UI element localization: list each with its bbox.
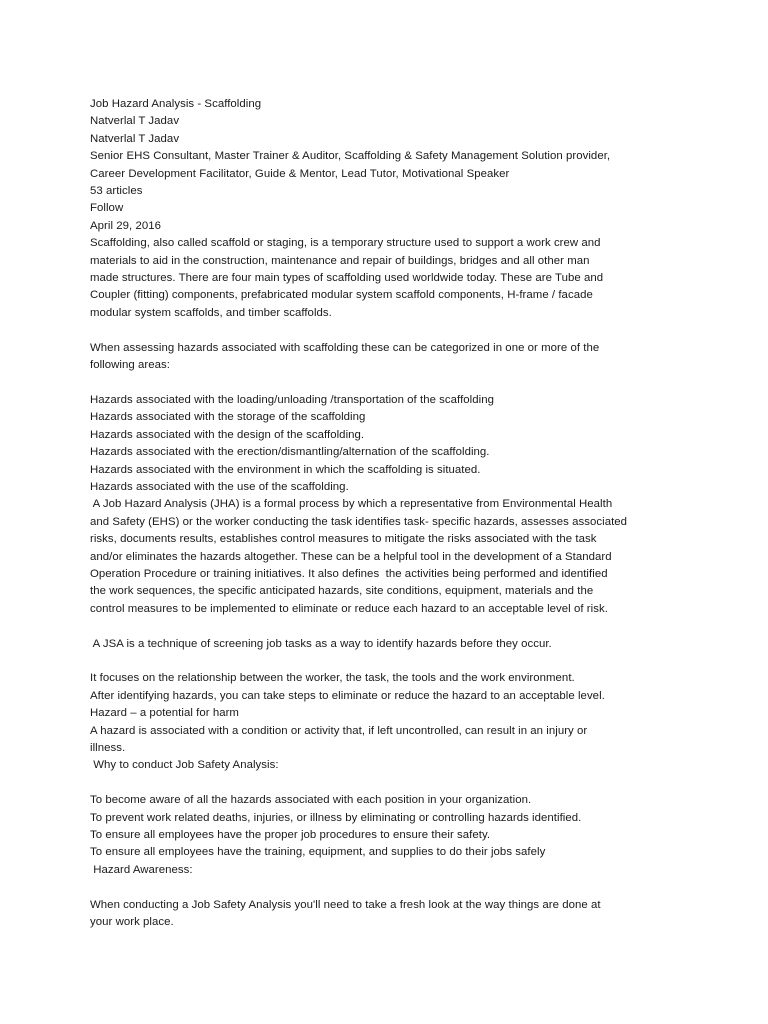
hazard-list-item: Hazards associated with the environment in which the scaffolding is situated. bbox=[90, 463, 481, 476]
hazard-definition-line-1: A hazard is associated with a condition or activity that, if left uncontrolled, can result in an injury or bbox=[90, 724, 588, 737]
author-role-line-1: Senior EHS Consultant, Master Trainer & Auditor, Scaffolding & Safety Management Solution provider, bbox=[90, 150, 611, 163]
focus-line-1: It focuses on the relationship between the worker, the task, the tools and the work environment. bbox=[90, 672, 575, 685]
intro-line-1: Scaffolding, also called scaffold or staging, is a temporary structure used to support a work crew and bbox=[90, 237, 601, 250]
assessing-line-2: following areas: bbox=[90, 359, 170, 372]
jha-line-4: and/or eliminates the hazards altogether. These can be a helpful tool in the development of a Standard bbox=[90, 550, 612, 563]
document-title: Job Hazard Analysis - Scaffolding bbox=[90, 98, 262, 110]
paragraph-gap bbox=[90, 374, 680, 391]
publish-date: April 29, 2016 bbox=[90, 219, 161, 232]
intro-line-5: modular system scaffolds, and timber scaffolds. bbox=[90, 306, 332, 319]
paragraph-gap bbox=[90, 879, 680, 896]
jha-line-6: the work sequences, the specific anticipated hazards, site conditions, equipment, materials and the bbox=[90, 585, 594, 598]
follow-link[interactable]: Follow bbox=[90, 202, 124, 215]
hazard-definition-heading: Hazard – a potential for harm bbox=[90, 707, 239, 720]
intro-line-3: made structures. There are four main types of scaffolding used worldwide today. These are Tube and bbox=[90, 272, 604, 285]
hazard-awareness-heading: Hazard Awareness: bbox=[90, 863, 193, 876]
intro-line-4: Coupler (fitting) components, prefabricated modular system scaffold components, H-frame / facade bbox=[90, 289, 593, 302]
hazard-list-item: Hazards associated with the loading/unloading /transportation of the scaffolding bbox=[90, 393, 494, 406]
paragraph-gap bbox=[90, 775, 680, 792]
article-count: 53 articles bbox=[90, 185, 143, 198]
intro-line-2: materials to aid in the construction, maintenance and repair of buildings, bridges and all other man bbox=[90, 254, 590, 267]
jha-line-3: risks, documents results, establishes control measures to mitigate the risks associated with the task bbox=[90, 533, 597, 546]
author-role-line-2: Career Development Facilitator, Guide & Mentor, Lead Tutor, Motivational Speaker bbox=[90, 167, 510, 180]
hazard-definition-line-2: illness. bbox=[90, 741, 126, 754]
closing-line-2: your work place. bbox=[90, 916, 174, 928]
paragraph-gap bbox=[90, 618, 680, 635]
focus-line-2: After identifying hazards, you can take steps to eliminate or reduce the hazard to an acceptable level. bbox=[90, 689, 605, 702]
hazard-list-item: Hazards associated with the use of the scaffolding. bbox=[90, 480, 349, 493]
paragraph-gap bbox=[90, 322, 680, 339]
hazard-list-item: Hazards associated with the storage of the scaffolding bbox=[90, 411, 366, 424]
author-name-repeat: Natverlal T Jadav bbox=[90, 132, 180, 145]
paragraph-gap bbox=[90, 653, 680, 670]
hazard-list-item: Hazards associated with the design of the scaffolding. bbox=[90, 428, 365, 441]
why-jsa-heading: Why to conduct Job Safety Analysis: bbox=[90, 759, 279, 772]
jha-line-5: Operation Procedure or training initiatives. It also defines the activities being performed and identified bbox=[90, 567, 608, 580]
closing-line-1: When conducting a Job Safety Analysis you'll need to take a fresh look at the way things are done at bbox=[90, 898, 601, 911]
jsa-line: A JSA is a technique of screening job tasks as a way to identify hazards before they occur. bbox=[90, 637, 552, 650]
reason-item: To ensure all employees have the training, equipment, and supplies to do their jobs safely bbox=[90, 846, 546, 859]
assessing-line-1: When assessing hazards associated with scaffolding these can be categorized in one or more of the bbox=[90, 341, 600, 354]
reason-item: To become aware of all the hazards associated with each position in your organization. bbox=[90, 794, 532, 807]
hazard-list-item: Hazards associated with the erection/dismantling/alternation of the scaffolding. bbox=[90, 446, 490, 459]
jha-line-2: and Safety (EHS) or the worker conducting the task identifies task- specific hazards, assesses associated bbox=[90, 515, 628, 528]
document-page bbox=[90, 96, 680, 931]
jha-line-1: A Job Hazard Analysis (JHA) is a formal process by which a representative from Environmental Health bbox=[90, 498, 613, 511]
jha-line-7: control measures to be implemented to eliminate or reduce each hazard to an acceptable level of risk. bbox=[90, 602, 608, 615]
reason-item: To prevent work related deaths, injuries, or illness by eliminating or controlling hazards identified. bbox=[90, 811, 582, 824]
author-name: Natverlal T Jadav bbox=[90, 115, 180, 128]
reason-item: To ensure all employees have the proper job procedures to ensure their safety. bbox=[90, 828, 491, 841]
